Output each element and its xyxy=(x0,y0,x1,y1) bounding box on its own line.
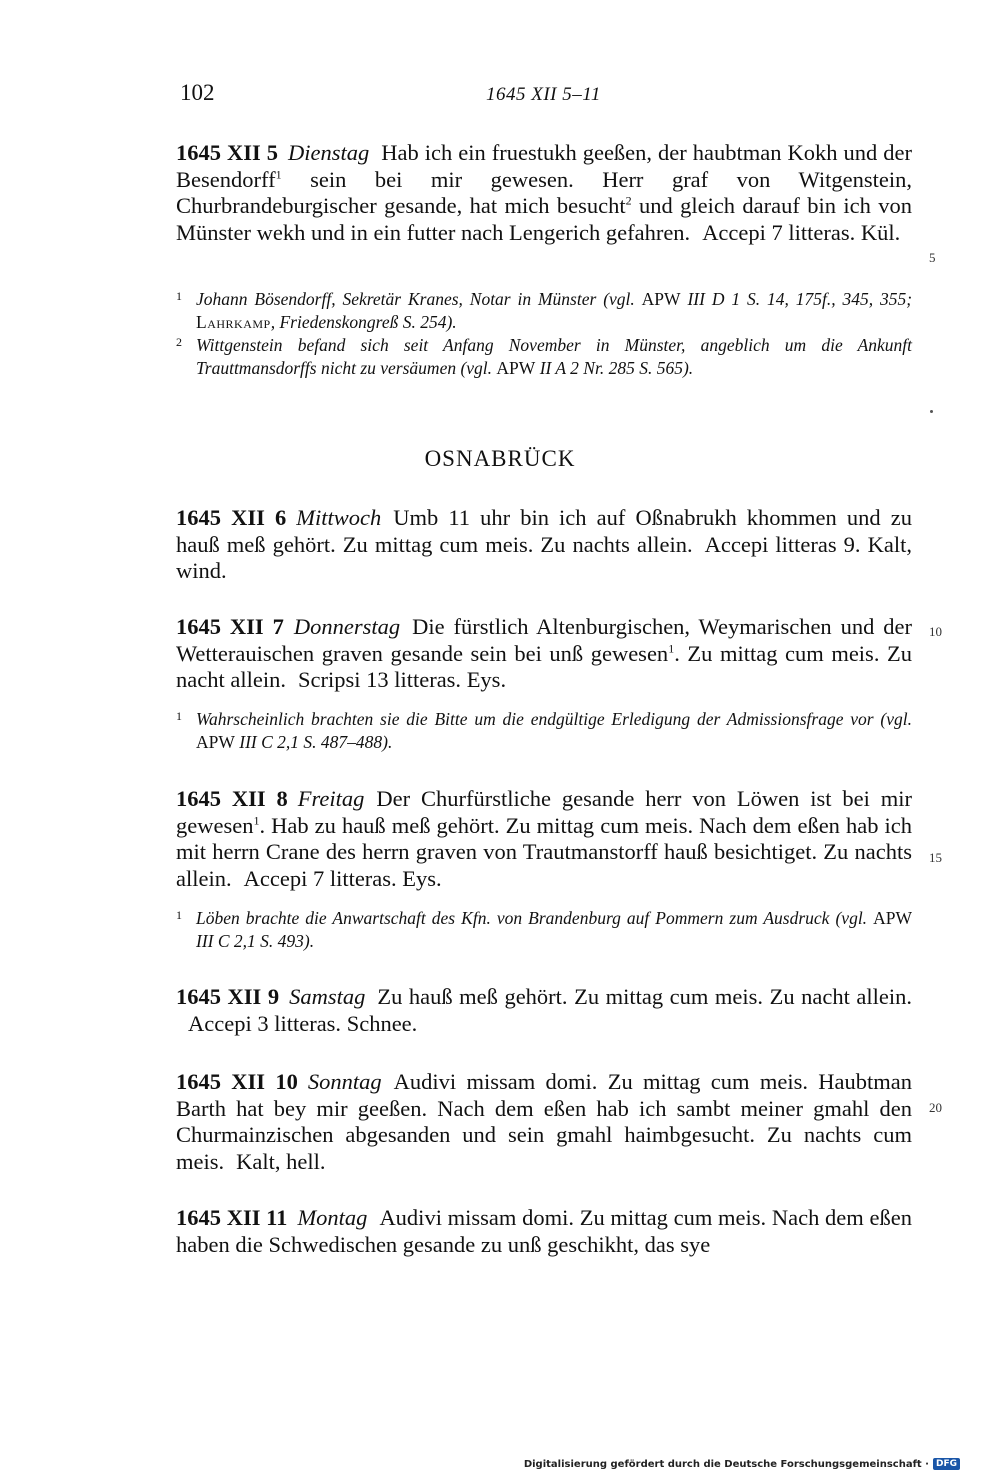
diary-entry-xii-8 xyxy=(176,786,912,892)
footnotes-xii-7 xyxy=(176,708,912,754)
footnote-abbrev: APW xyxy=(196,732,235,752)
entry-weekday: Donnerstag xyxy=(293,614,401,639)
credit-text: Digitalisierung gefördert durch die Deutsche Forschungsgemeinschaft · xyxy=(523,1458,929,1470)
entry-letters: Accepi 3 litteras. xyxy=(188,1010,342,1036)
footnote-text: , Friedenskongreß S. 254). xyxy=(270,312,457,332)
footnote-number: 1 xyxy=(176,709,182,723)
footnote-ref[interactable]: 1 xyxy=(253,813,260,827)
entry-text: . Hab zu hauß meß gehört. Zu mittag cum meis. Nach dem eßen hab ich mit herrn Crane des herrn graven von Trautmanstorff hauß besichtiget. Zu nachts allein. xyxy=(176,812,912,891)
entry-date: 1645 XII 9 xyxy=(176,984,280,1009)
footnote-text: II A 2 Nr. 285 S. 565). xyxy=(539,358,694,378)
footnote-ref[interactable]: 1 xyxy=(275,167,282,181)
entry-text: Der Churfürstliche gesande herr von Löwen ist bei mir gewesen xyxy=(176,786,913,838)
diary-entry-xii-7 xyxy=(176,614,912,694)
entry-date: 1645 XII 11 xyxy=(176,1205,288,1230)
dfg-logo: DFG xyxy=(933,1458,960,1470)
entry-text: Hab ich ein fruestukh geeßen, der haubtman Kokh und der Besendorff xyxy=(176,140,912,192)
line-number: 10 xyxy=(929,624,942,639)
entry-text: und gleich darauf bin ich von Münster wekh und in ein futter nach Lengerich gefahren. xyxy=(176,193,912,245)
entry-weather: Kül. xyxy=(860,219,901,245)
entry-date: 1645 XII 7 xyxy=(176,614,284,639)
entry-date: 1645 XII 10 xyxy=(176,1069,298,1094)
footnotes-xii-5 xyxy=(176,288,912,380)
entry-weather: Kalt, hell. xyxy=(236,1148,326,1174)
footnote-text: Wittgenstein befand sich seit Anfang November in Münster, angeblich um die Ankunft Trauttmansdorffs nicht zu versäumen (vgl. xyxy=(196,335,912,378)
page-number: 102 xyxy=(180,80,215,105)
footnote-text: Johann Bösendorff, Sekretär Kranes, Notar in Münster (vgl. xyxy=(196,289,635,309)
footnote xyxy=(176,334,912,380)
footnote-ref[interactable]: 1 xyxy=(668,641,675,655)
footnote-text: III C 2,1 S. 493). xyxy=(196,931,315,951)
footnote-ref[interactable]: 2 xyxy=(625,193,632,208)
entry-text: Audivi missam domi. Zu mittag cum meis. Nach dem eßen haben die Schwedischen gesande zu unß geschikht, das sye xyxy=(176,1205,912,1257)
entry-letters: Accepi 7 litteras. xyxy=(243,865,397,891)
running-head: 1645 XII 5–11 xyxy=(486,84,601,105)
entry-weekday: Dienstag xyxy=(288,140,370,165)
entry-date: 1645 XII 5 xyxy=(176,140,279,165)
footnote-text: III C 2,1 S. 487–488). xyxy=(239,732,393,752)
entry-weekday: Freitag xyxy=(297,786,365,811)
footnote-text: Löben brachte die Anwartschaft des Kfn. von Brandenburg auf Pommern zum Ausdruck (vgl. xyxy=(196,908,868,928)
footnote-abbrev: APW xyxy=(873,908,912,928)
line-number: 15 xyxy=(929,850,942,865)
entry-date: 1645 XII 6 xyxy=(176,505,287,530)
entry-weekday: Sonntag xyxy=(307,1069,382,1094)
footnote xyxy=(176,907,912,953)
entry-text: Umb 11 uhr bin ich auf Oßnabrukh khommen und zu hauß meß gehört. Zu mittag cum meis. Zu nachts allein. xyxy=(176,505,912,557)
entry-weekday: Mittwoch xyxy=(296,505,382,530)
entry-date: 1645 XII 8 xyxy=(176,786,288,811)
footnote-abbrev: APW xyxy=(641,289,681,309)
page-speck xyxy=(930,410,933,413)
footnote-number: 1 xyxy=(176,289,182,303)
footnote-number: 1 xyxy=(176,908,182,922)
entry-weather: Schnee. xyxy=(346,1010,418,1036)
entry-weekday: Samstag xyxy=(289,984,366,1009)
diary-entry-xii-6 xyxy=(176,505,912,585)
footnote-author: Lahrkamp xyxy=(196,312,271,332)
footnote-text: III D 1 S. 14, 175f., 345, 355; xyxy=(687,289,913,309)
entry-text: Zu hauß meß gehört. Zu mittag cum meis. Zu nacht allein. xyxy=(377,984,912,1009)
section-heading: OSNABRÜCK xyxy=(424,446,576,471)
entry-letters: Accepi litteras 9. xyxy=(704,531,861,557)
entry-weather: Kalt, wind. xyxy=(176,531,913,583)
entry-text: sein bei mir gewesen. Herr graf von Witgenstein, Churbrandeburgischer gesande, hat mich besucht xyxy=(176,166,912,218)
entry-letters: Scripsi 13 litteras. xyxy=(297,667,462,692)
entry-weather: Eys. xyxy=(402,865,442,891)
diary-entry-xii-10 xyxy=(176,1069,912,1175)
line-number: 20 xyxy=(929,1100,942,1115)
footnote-number: 2 xyxy=(176,335,182,349)
footnote-abbrev: APW xyxy=(496,358,536,378)
line-number: 5 xyxy=(929,250,936,265)
diary-entry-xii-9 xyxy=(176,984,912,1037)
entry-text: . Zu mittag cum meis. Zu nacht allein. xyxy=(176,640,913,692)
digitization-credit xyxy=(524,1458,960,1470)
diary-entry-xii-5 xyxy=(176,140,912,246)
footnotes-xii-8 xyxy=(176,907,912,953)
footnote xyxy=(176,708,912,754)
entry-text: Die fürstlich Altenburgischen, Weymarischen und der Wetterauischen graven gesande sein bei unß gewesen xyxy=(176,614,912,666)
footnote xyxy=(176,288,912,334)
entry-letters: Accepi 7 litteras. xyxy=(702,219,856,245)
entry-weather: Eys. xyxy=(466,667,507,692)
footnote-text: Wahrscheinlich brachten sie die Bitte um die endgültige Erledigung der Admissionsfrage vor (vgl. xyxy=(196,709,912,729)
entry-weekday: Montag xyxy=(297,1205,368,1230)
entry-text: Audivi missam domi. Zu mittag cum meis. Haubtman Barth hat bey mir geeßen. Nach dem eßen hab ich sambt meiner gmahl den Churmainzischen abgesanden und sein gmahl haimbgesucht. Zu nachts cum meis. xyxy=(176,1069,913,1174)
diary-entry-xii-11 xyxy=(176,1205,912,1258)
